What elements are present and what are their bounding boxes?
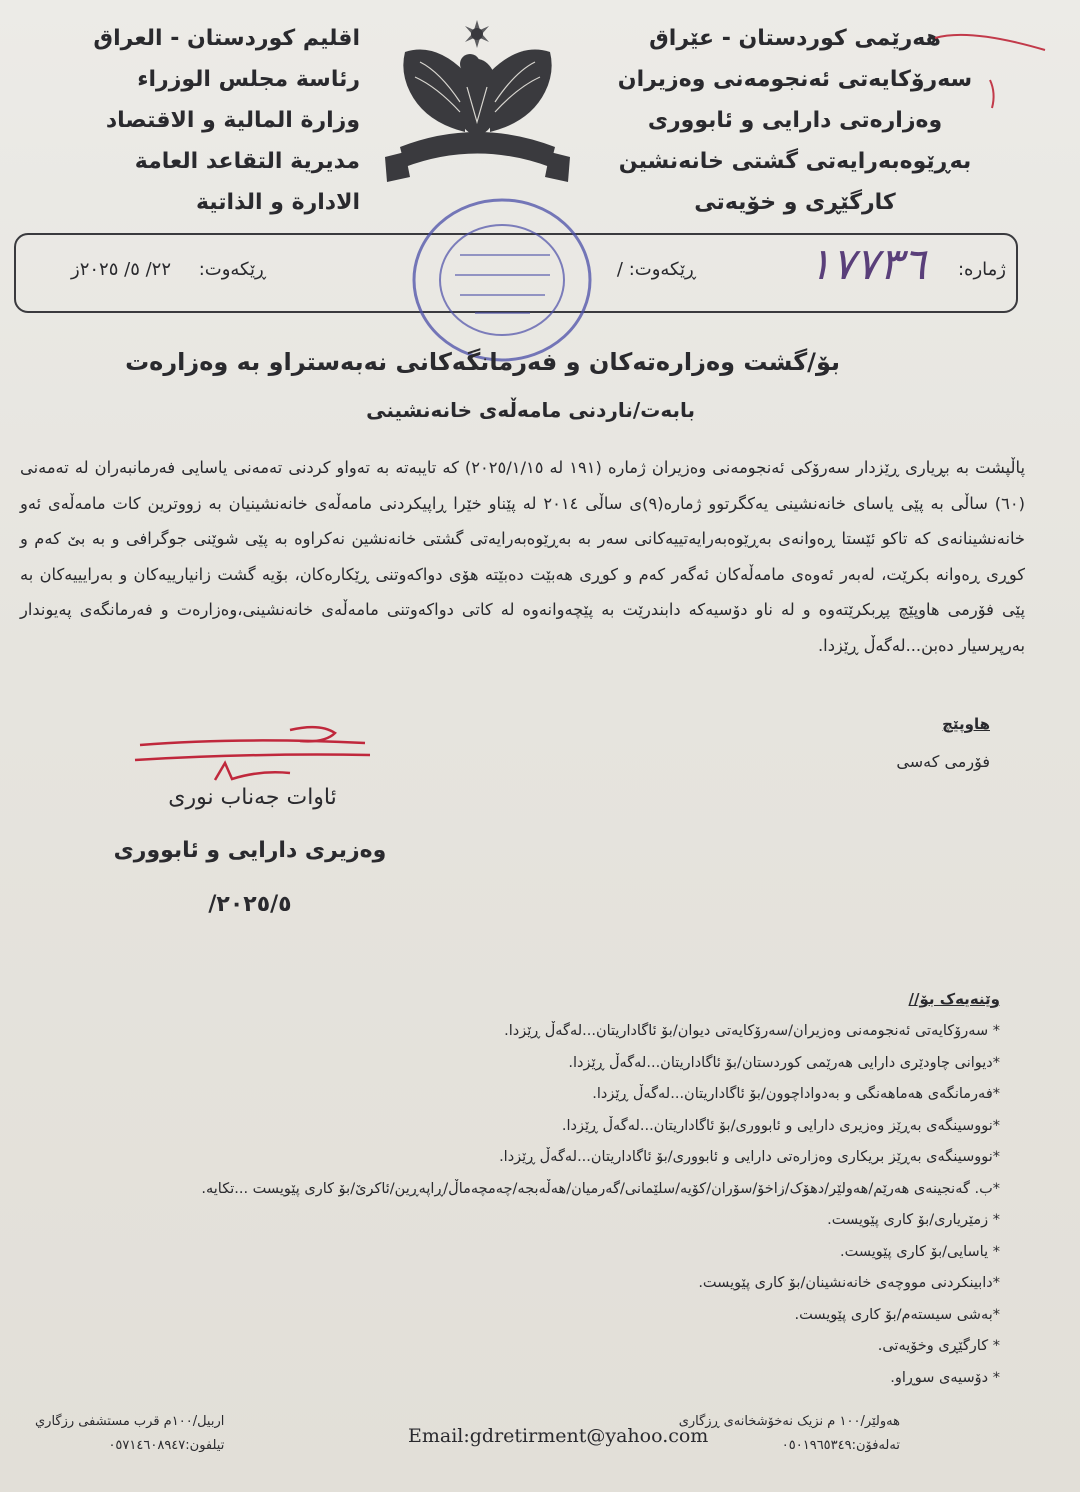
footer-arabic-address <box>35 1410 224 1458</box>
cc-item: *فەرمانگەی هەماهەنگی و بەدواداچوون/بۆ ئاگاداریتان...لەگەڵ ڕێزدا. <box>592 1086 1000 1102</box>
attachments-label: هاوپێچ <box>942 715 990 733</box>
footer-phone-line: تەلەفۆن:٠٥٠١٩٦٥٣٤٩ <box>781 1438 900 1453</box>
cc-list <box>20 1016 1000 1394</box>
cc-item: * دۆسیەی سوڕاو. <box>890 1369 1000 1386</box>
header-arabic-line: وزارة المالية و الاقتصاد <box>105 108 360 133</box>
gregorian-date-value: ٢٢/ ٥/ ٢٠٢٥ز <box>71 259 171 280</box>
reference-number-label: ژمارە: <box>957 259 1006 280</box>
header-arabic-line: رئاسة مجلس الوزراء <box>137 67 360 92</box>
signatory-name: ئاوات جەناب نوری <box>168 785 337 810</box>
header-kurdish-line: هەرێمی کوردستان - عێراق <box>649 26 941 51</box>
kurdistan-emblem-icon <box>375 12 580 192</box>
header-arabic <box>60 18 360 223</box>
pen-mark-icon <box>930 18 1050 118</box>
cc-item: *دیوانی چاودێری دارایی هەرێمی کوردستان/بۆ ئاگاداریتان...لەگەڵ ڕێزدا. <box>568 1054 1000 1071</box>
cc-heading: وێنەیەک بۆ// <box>908 990 1000 1008</box>
cc-item: *بەشی سیستەم/بۆ کاری پێویست. <box>794 1306 1000 1323</box>
signatory-title: وەزیری دارایی و ئابووری <box>113 838 387 863</box>
cc-item: *نووسینگەی بەڕێز بریکاری وەزارەتی دارایی و ئابووری/بۆ ئاگاداریتان...لەگەڵ ڕێزدا. <box>499 1149 1000 1165</box>
footer-email: Email:gdretirment@yahoo.com <box>408 1425 709 1447</box>
letter-body: پاڵپشت بە بڕیاری ڕێزدار سەرۆکی ئەنجومەنی وەزیران ژمارە (١٩١ لە ٢٠٢٥/١/١٥) کە تایبەتە بە تەواو کردنی تەمەنی یاسایی فەرمانبەران لە تەمەنی (٦٠) ساڵی بە پێی یاسای خانەنشینی یەکگرتوو ژمارە(٩)ی ساڵی ٢٠١٤ لە پێناو خێرا ڕاپیکردنی مامەڵەی خانەنشینیان بە زووترین کات مامەڵەی ئەو خانەنشینانەی کە تاکو ئێستا ڕەوانەی بەڕێوەبەرایەتییەکانی سەر بە بەڕێوەبەرایەتی گشتی خانەنشین نەکراوە بە پێی شوێنی جوگرافی و بە بێ کەم و کوڕی ڕەوانە بکرێت، لەبەر ئەوەی مامەڵەکان ئەگەر کەم و کوڕی هەبێت دەبێتە هۆی دواکەوتنی ڕێکارەکان، بۆیە گشت زانیارییەکان و بەرایییەکان بە پێی فۆرمی هاوپێچ پڕبکرێتەوە و لە ناو دۆسیەکە دابندرێت بە پێچەوانەوە لە کاتی دواکەوتنی مامەڵەی خانەنشینی،وەزارەت و فەرمانگەی پەیوندار بەرپرسیار دەبن...لەگەڵ ڕێزدا. <box>20 458 1026 655</box>
signatory-date: ٢٠٢٥/٥/ <box>208 892 292 917</box>
reference-number-value: ١٧٧٣٦ <box>807 239 926 290</box>
footer-address-line: اربيل/١٠٠م قرب مستشفى رزگاري <box>35 1414 225 1429</box>
header-arabic-line: الادارة و الذاتية <box>195 190 360 215</box>
footer-address-line: هەولێر/١٠٠ م نزیک نەخۆشخانەی ڕزگاری <box>678 1414 900 1429</box>
header-arabic-line: اقليم كوردستان - العراق <box>93 26 360 51</box>
handwritten-signature-icon <box>120 715 390 795</box>
cc-item: * سەرۆکایەتی ئەنجومەنی وەزیران/سەرۆکایەتی دیوان/بۆ ئاگاداریتان...لەگەڵ ڕێزدا. <box>504 1023 1000 1039</box>
header-kurdish-line: کارگێڕی و خۆیەتی <box>694 190 896 215</box>
cc-item: *نووسینگەی بەڕێز وەزیری دارایی و ئابووری/بۆ ئاگاداریتان...لەگەڵ ڕێزدا. <box>561 1117 1000 1134</box>
cc-item: *ب. گەنجینەی هەرێم/هەولێر/دهۆک/زاخۆ/سۆران/کۆیە/سلێمانی/گەرمیان/هەڵەبجە/چەمچەماڵ/ڕاپەڕین/ئاکرێ/بۆ کاری پێویست ...تکایە. <box>201 1180 1000 1197</box>
cc-item: * یاسایی/بۆ کاری پێویست. <box>839 1243 1000 1260</box>
gregorian-date-label: ڕێکەوت: <box>198 259 266 280</box>
reference-date-label: ڕێکەوت: / <box>616 259 696 280</box>
cc-item: * زمێریاری/بۆ کاری پێویست. <box>827 1212 1000 1228</box>
official-stamp-icon <box>410 195 595 365</box>
header-kurdish-line: سەرۆکایەتی ئەنجومەنی وەزیران <box>617 67 973 92</box>
footer-kurdish-address <box>679 1410 900 1458</box>
subject-line: بابەت/ناردنی مامەڵەی خانەنشینی <box>366 398 695 422</box>
addressee: بۆ/گشت وەزارەتەکان و فەرمانگەکانی نەبەستراو بە وەزارەت <box>125 348 840 376</box>
cc-item: * کارگێڕی وخۆیەتی. <box>877 1338 1000 1354</box>
cc-item: *دابینکردنی مووچەی خانەنشینان/بۆ کاری پێویست. <box>698 1275 1000 1291</box>
header-kurdish-line: بەڕێوەبەرایەتی گشتی خانەنشین <box>618 149 972 174</box>
footer-phone-line: تيلفون:٠٥٧١٤٦٠٨٩٤٧ <box>108 1438 225 1453</box>
header-arabic-line: مديرية التقاعد العامة <box>134 149 360 174</box>
header-kurdish-line: وەزارەتی دارایی و ئابووری <box>647 108 943 133</box>
attachment-item: فۆرمی کەسی <box>896 752 990 771</box>
